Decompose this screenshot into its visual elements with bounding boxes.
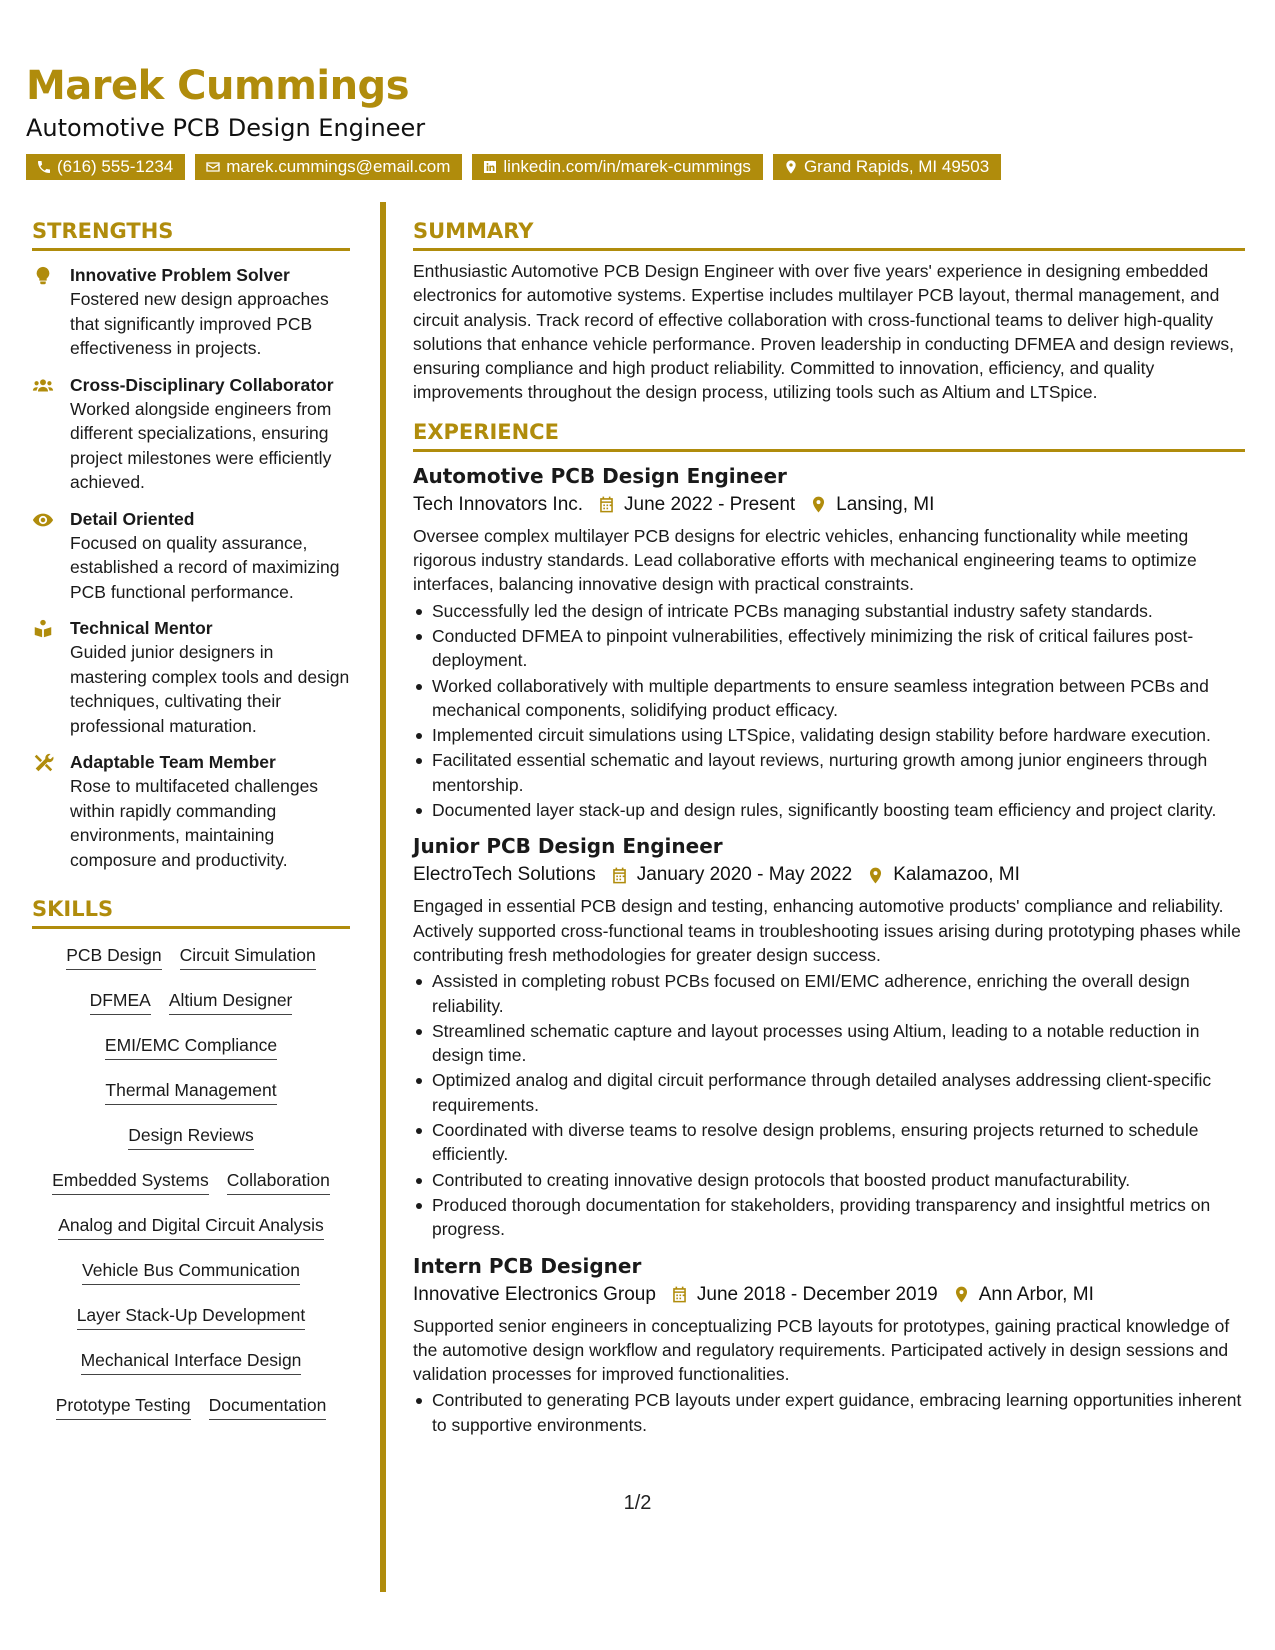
skill-row: [32, 1348, 350, 1393]
strengths-heading: STRENGTHS: [32, 218, 350, 251]
summary-heading: SUMMARY: [413, 218, 1245, 251]
bullet-item: Implemented circuit simulations using LTSpice, validating design stability before hardware execution.: [413, 723, 1245, 747]
job-title: Intern PCB Designer: [413, 1253, 642, 1278]
skill-tag: Collaboration: [227, 1168, 330, 1195]
skill-row: [32, 943, 350, 988]
job-bullets: [413, 969, 1245, 1241]
skill-tag: Embedded Systems: [52, 1168, 209, 1195]
job-title: Junior PCB Design Engineer: [413, 834, 723, 859]
candidate-role: Automotive PCB Design Engineer: [26, 114, 426, 142]
strength-item: [32, 263, 350, 361]
phone-chip[interactable]: [26, 154, 185, 180]
strength-item: [32, 507, 350, 605]
job-bullets: [413, 1388, 1245, 1437]
bullet-item: Successfully led the design of intricate PCBs managing substantial industry safety standards.: [413, 599, 1245, 623]
strength-desc: Focused on quality assurance, established a record of maximizing PCB functional performance.: [70, 532, 340, 602]
candidate-name: Marek Cummings: [26, 63, 409, 109]
skill-tag: Circuit Simulation: [180, 943, 316, 970]
strength-item: [32, 373, 350, 495]
job-description: Supported senior engineers in conceptualizing PCB layouts for prototypes, gaining practical knowledge of the automotive design workflow and regulatory requirements. Participated actively in design sessions and validation processes for improved functionalities.: [413, 1315, 1230, 1385]
column-divider: [380, 202, 386, 1592]
skill-row: [32, 988, 350, 1033]
job-dates: January 2020 - May 2022: [636, 864, 853, 886]
strength-item: [32, 750, 350, 872]
skills-list: [32, 943, 350, 1438]
skill-row: [32, 1393, 350, 1438]
phone-text: (616) 555-1234: [57, 157, 174, 176]
calendar-icon: [610, 866, 629, 885]
strength-desc: Rose to multifaceted challenges within rapidly commanding environments, maintaining composure and productivity.: [70, 776, 319, 870]
email-chip[interactable]: [195, 154, 462, 180]
resume-header: [26, 62, 1249, 180]
bullet-item: Worked collaboratively with multiple departments to ensure seamless integration between PCBs and mechanical components, solidifying product efficacy.: [413, 674, 1245, 723]
skill-tag: Documentation: [209, 1393, 327, 1420]
linkedin-text: linkedin.com/in/marek-cummings: [503, 157, 751, 176]
summary-text: Enthusiastic Automotive PCB Design Engineer with over five years' experience in designing embedded electronics for automotive systems. Expertise includes multilayer PCB layout, thermal management, and circuit analysis. Track record of effective collaboration with cross-functional teams to deliver high-quality solutions that enhance vehicle performance. Proven leadership in conducting DFMEA and design reviews, ensuring compliance and high product reliability. Committed to innovation, efficiency, and quality improvements throughout the design process, utilizing tools such as Altium and LTSpice.: [413, 261, 1235, 403]
skill-row: [32, 1258, 350, 1303]
skill-tag: Layer Stack-Up Development: [77, 1303, 306, 1330]
map-marker-icon: [866, 866, 885, 885]
strength-desc: Worked alongside engineers from different specializations, ensuring project milestones were efficiently achieved.: [70, 398, 332, 492]
strength-title: Adaptable Team Member: [70, 752, 276, 772]
bullet-item: Produced thorough documentation for stakeholders, providing transparency and insightful metrics on progress.: [413, 1193, 1245, 1242]
skill-row: [32, 1033, 350, 1078]
company-name: Innovative Electronics Group: [413, 1283, 656, 1305]
strength-title: Technical Mentor: [70, 618, 213, 638]
strength-desc: Fostered new design approaches that significantly improved PCB effectiveness in projects.: [70, 289, 329, 358]
skills-heading: SKILLS: [32, 896, 350, 929]
calendar-icon: [597, 495, 616, 514]
strength-title: Cross-Disciplinary Collaborator: [70, 374, 334, 395]
location-text: Grand Rapids, MI 49503: [803, 157, 990, 176]
bullet-item: Streamlined schematic capture and layout processes using Altium, leading to a notable reduction in design time.: [413, 1019, 1245, 1068]
bullet-item: Contributed to creating innovative design protocols that boosted product manufacturability.: [413, 1168, 1245, 1192]
location-chip: [773, 154, 1001, 180]
skill-tag: Analog and Digital Circuit Analysis: [58, 1213, 324, 1240]
job-entry: [413, 832, 1245, 1241]
skill-row: [32, 1123, 350, 1168]
linkedin-icon: [482, 159, 498, 175]
page-number: 1/2: [623, 1492, 652, 1514]
users-icon: [32, 375, 54, 397]
email-text: marek.cummings@email.com: [226, 157, 451, 176]
contact-bar: [26, 154, 1249, 180]
job-meta: [413, 1280, 1245, 1310]
job-location: Kalamazoo, MI: [893, 864, 1020, 886]
job-dates: June 2018 - December 2019: [696, 1283, 938, 1305]
job-meta: [413, 490, 1245, 520]
skill-tag: Prototype Testing: [56, 1393, 191, 1420]
skill-tag: PCB Design: [66, 943, 161, 970]
bullet-item: Facilitated essential schematic and layout reviews, nurturing growth among junior engineers through mentorship.: [413, 748, 1245, 797]
job-entry: [413, 462, 1245, 823]
bullet-item: Coordinated with diverse teams to resolve design problems, ensuring projects returned to schedule efficiently.: [413, 1118, 1245, 1167]
bullet-item: Assisted in completing robust PCBs focused on EMI/EMC adherence, enriching the overall design reliability.: [413, 969, 1245, 1018]
job-dates: June 2022 - Present: [624, 493, 796, 515]
job-title: Automotive PCB Design Engineer: [413, 463, 787, 488]
bullet-item: Optimized analog and digital circuit performance through detailed analyses addressing client-specific requirements.: [413, 1068, 1245, 1117]
tools-icon: [32, 752, 54, 774]
experience-heading: EXPERIENCE: [413, 419, 1245, 452]
skill-tag: Mechanical Interface Design: [81, 1348, 302, 1375]
company-name: Tech Innovators Inc.: [413, 493, 584, 515]
skill-row: [32, 1213, 350, 1258]
envelope-icon: [205, 159, 221, 175]
job-bullets: [413, 599, 1245, 823]
job-description: Oversee complex multilayer PCB designs for electric vehicles, enhancing functionality while meeting rigorous industry standards. Lead collaborative efforts with mechanical engineering teams to optimize interfaces, balancing innovative design with practical constraints.: [413, 525, 1197, 595]
book-reader-icon: [32, 618, 54, 640]
skill-tag: Vehicle Bus Communication: [82, 1258, 300, 1285]
skill-tag: DFMEA: [90, 988, 151, 1015]
company-name: ElectroTech Solutions: [413, 864, 596, 886]
linkedin-chip[interactable]: [472, 154, 763, 180]
strength-title: Innovative Problem Solver: [70, 265, 290, 285]
strength-title: Detail Oriented: [70, 508, 195, 529]
strength-desc: Guided junior designers in mastering complex tools and design techniques, cultivating their professional maturation.: [70, 642, 350, 736]
phone-icon: [36, 159, 52, 175]
job-location: Ann Arbor, MI: [978, 1283, 1094, 1305]
right-column: [413, 218, 1245, 1437]
map-marker-icon: [783, 159, 799, 175]
left-column: [32, 218, 350, 1438]
map-marker-icon: [952, 1285, 971, 1304]
skill-row: [32, 1078, 350, 1123]
skill-tag: EMI/EMC Compliance: [105, 1033, 277, 1060]
job-entry: [413, 1252, 1245, 1437]
map-marker-icon: [809, 495, 828, 514]
skill-tag: Altium Designer: [169, 988, 293, 1015]
calendar-icon: [670, 1285, 689, 1304]
bullet-item: Documented layer stack-up and design rules, significantly boosting team efficiency and project clarity.: [413, 798, 1245, 822]
job-meta: [413, 860, 1245, 890]
strength-item: [32, 616, 350, 738]
job-description: Engaged in essential PCB design and testing, enhancing automotive products' compliance and reliability. Actively supported cross-functional teams in troubleshooting issues arising during prototyping phases while contributing fresh methodologies for greater design success.: [413, 896, 1241, 965]
skill-row: [32, 1168, 350, 1213]
skill-tag: Thermal Management: [105, 1078, 276, 1105]
bullet-item: Contributed to generating PCB layouts under expert guidance, embracing learning opportunities inherent to supportive environments.: [413, 1388, 1245, 1437]
eye-icon: [32, 509, 54, 531]
skill-row: [32, 1303, 350, 1348]
bullet-item: Conducted DFMEA to pinpoint vulnerabilities, effectively minimizing the risk of critical failures post-deployment.: [413, 624, 1245, 673]
skill-tag: Design Reviews: [128, 1123, 253, 1150]
job-location: Lansing, MI: [836, 493, 935, 515]
lightbulb-icon: [32, 265, 54, 287]
